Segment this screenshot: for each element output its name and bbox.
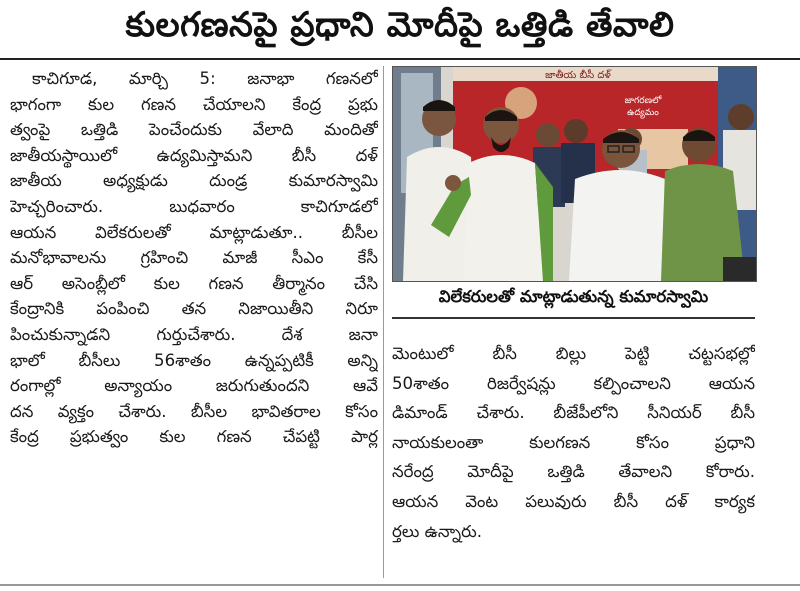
article-line: ఆయన వెంట పలువురు బీసీ దళ్ కార్యక <box>392 491 755 511</box>
article-line: జాతీయ అధ్యక్షుడు దుండ్ర కుమారస్వామి <box>10 171 378 191</box>
article-line: నాయకులంతా కులగణన కోసం ప్రధాని <box>392 432 755 452</box>
news-photo <box>392 66 757 282</box>
banner-text-low: ఉద్యమం <box>627 108 659 118</box>
article-line: ఆయన విలేకరులతో మాట్లాడుతూ.. బీసీల <box>10 222 378 242</box>
caption-divider <box>392 317 755 319</box>
article-line: మెంటులో బీసీ బిల్లు పెట్టి చట్టసభల్లో <box>392 344 755 363</box>
article-line: పించుకున్నాడని గుర్తుచేశారు. దేశ జనా <box>10 324 378 344</box>
column-divider <box>383 66 384 578</box>
article-line: భాగంగా కుల గణన చేయాలని కేంద్ర ప్రభు <box>10 94 378 114</box>
article-line: నరేంద్ర మోదీపై ఒత్తిడి తేవాలని కోరారు. <box>392 462 755 482</box>
article-line: భాలో బీసీలు 56శాతం ఉన్నప్పటికీ అన్ని <box>10 350 378 370</box>
article-line: దన వ్యక్తం చేశారు. బీసీల భావితరాల కోసం <box>10 401 378 421</box>
article-line: హెచ్చరించారు. బుధవారం కాచిగూడలో <box>10 196 378 216</box>
press-meet-photo <box>393 67 756 281</box>
photo-caption: విలేకరులతో మాట్లాడుతున్న కుమారస్వామి <box>438 286 709 306</box>
headline: కులగణనపై ప్రధాని మోదీపై ఒత్తిడి తేవాలి <box>0 0 800 60</box>
article-left-column <box>10 66 378 578</box>
article-line: మనోభావాలను గ్రహించి మాజీ సీఎం కేసీ <box>10 248 378 268</box>
article-line: రంగాల్లో అన్యాయం జరుగుతుందని ఆవే <box>10 376 378 396</box>
article-line: త్వంపై ఒత్తిడి పెంచేందుకు వేలాది మందితో <box>10 120 378 140</box>
article-right-column <box>392 339 755 546</box>
banner-text-top: జాతీయ బీసీ దళ్ <box>545 70 611 81</box>
article-line: ర్తలు ఉన్నారు. <box>392 521 483 541</box>
article-line: కాచిగూడ, మార్చి 5: జనాభా గణనలో <box>32 69 378 88</box>
article-line: జాతీయస్థాయిలో ఉద్యమిస్తామని బీసీ దళ్ <box>10 145 378 165</box>
banner-text-mid: జాగరణలో <box>624 96 662 106</box>
article-line: డిమాండ్ చేశారు. బీజేపీలోని సీనియర్ బీసీ <box>392 403 755 423</box>
article-line: 50శాతం రిజర్వేషన్లు కల్పించాలని ఆయన <box>392 373 755 393</box>
article-line: ఆర్ అసెంబ్లీలో కుల గణన తీర్మానం చేసి <box>10 273 378 293</box>
article-line: కేంద్ర ప్రభుత్వం కుల గణన చేపట్టి పార్ల <box>10 427 378 447</box>
article-line: కేంద్రానికి పంపించి తన నిజాయితీని నిరూ <box>10 299 378 319</box>
page-bottom-rule <box>0 584 800 586</box>
